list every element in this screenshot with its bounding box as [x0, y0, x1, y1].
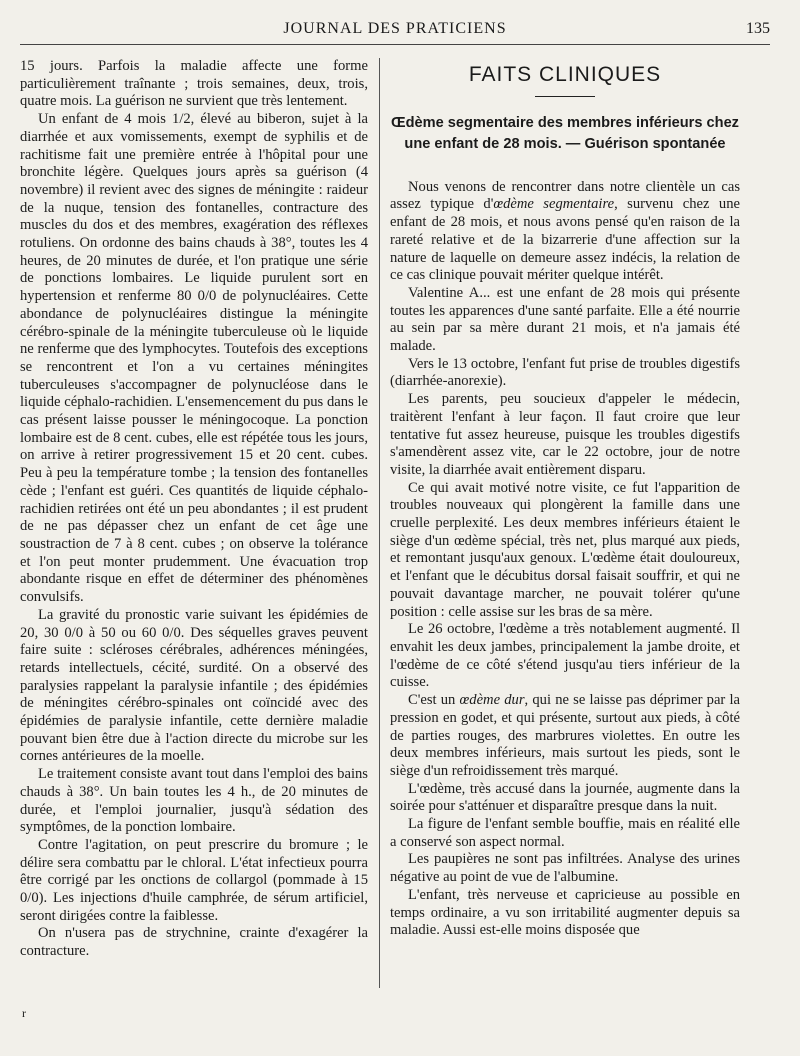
- paragraph: [390, 692, 740, 781]
- paragraph: Valentine A... est une enfant de 28 mois qui présente toutes les apparences d'une santé parfaite. Elle a été nourrie au sein par sa mère durant 21 mois, et n'a jamais été malade.: [390, 284, 740, 355]
- text-run: Nous venons de rencontrer dans notre clientèle un cas assez typique d': [390, 178, 740, 213]
- text-run: , survenu chez une enfant de 28 mois, et nous avons pensé qu'en raison de la rareté relative et de la bizarrerie d'une affection sur la nature de laquelle on demeure assez indécis, la relation de ce cas clinique pouvait mériter quelque intérêt.: [390, 196, 740, 284]
- paragraph: Contre l'agitation, on peut prescrire du bromure ; le délire sera combattu par le chloral. L'état infectieux pourra être corrigé par les onctions de collargol (pommade à 15 0/0). Les injections d'huile camphrée, de sérum artificiel, seront dirigées contre la faiblesse.: [20, 836, 368, 924]
- column-divider: [379, 58, 380, 988]
- paragraph: [390, 179, 740, 285]
- page-number: 135: [746, 20, 770, 37]
- paragraph: Vers le 13 octobre, l'enfant fut prise de troubles digestifs (diarrhée-anorexie).: [390, 355, 740, 390]
- italic-term: œdème segmentaire: [493, 196, 615, 213]
- paragraph: Les paupières ne sont pas infiltrées. Analyse des urines négative au point de vue de l'albumine.: [390, 851, 740, 886]
- text-run: , qui ne se laisse pas déprimer par la pression en godet, et qui présente, surtout aux pieds, à côté de parties rouges, des marbrures violettes. En outre les deux membres inférieurs, mais surtout les pieds, sont le siège d'un refroidissement très marqué.: [390, 692, 740, 779]
- paragraph: Un enfant de 4 mois 1/2, élevé au biberon, sujet à la diarrhée et aux vomissements, exempt de syphilis et de rachitisme fait une première entrée à l'hôpital pour une bronchite légère. Quelques jours après sa guérison (4 novembre) il revient avec des signes de méningite : raideur de la nuque, tension des fontanelles, contracture des muscles du dos et des membres, exagération des réflexes rotuliens. On ordonne des bains chauds à 38°, toutes les 4 heures, de 20 minutes de durée, et l'on pratique une série de ponctions lombaires. Le liquide purulent sort en hypertension et renferme 80 0/0 de polynucléaires. Cette abondance de polynucléaires distingue la méningite cérébro-spinale de la méningite tuberculeuse où le liquide ne renferme que des lymphocytes. Toutefois des exceptions se rencontrent et l'on a vu certaines méningites tuberculeuses s'accompagner de polynucléose dans le liquide céphalo-rachidien. L'ensemencement du pus dans le cas présent laisse pousser le méningocoque. La ponction lombaire est de 8 cent. cubes, elle est répétée tous les jours, on arrive à retirer progressivement 15 et 20 cent. cubes. Peu à peu la température tombe ; la tension des fontanelles cède ; l'enfant est guéri. Ces quantités de liquide céphalo-rachidien retirées ont été un peu abondantes ; il est prudent de ne pas dépasser chez un enfant de cet âge une soustraction de 7 à 8 cent. cubes ; on observe la tolérance et l'on peut monter prudemment. Une évacuation trop abondante risque en effet de déterminer des phénomènes convulsifs.: [20, 111, 368, 606]
- paragraph: Les parents, peu soucieux d'appeler le médecin, traitèrent l'enfant à leur façon. Il faut croire que leur tentative fut assez heureuse, puisque les troubles digestifs s'amendèrent assez vite, car le 22 octobre, jour de notre visite, la diarrhée avait entièrement disparu.: [390, 391, 740, 478]
- footer-mark: r: [22, 1006, 26, 1020]
- paragraph: L'enfant, très nerveuse et capricieuse au possible en temps ordinaire, a vu son irritabilité augmenter depuis sa maladie. Aussi est-elle moins disposée que: [390, 886, 740, 939]
- section-rule: [535, 96, 595, 97]
- paragraph: On n'usera pas de strychnine, crainte d'exagérer la contracture.: [20, 925, 368, 960]
- article-title: Œdème segmentaire des membres inférieurs chez une enfant de 28 mois. — Guérison spontanée: [391, 114, 739, 152]
- section-title: FAITS CLINIQUES: [468, 63, 662, 86]
- paragraph: Le traitement consiste avant tout dans l'emploi des bains chauds à 38°. Un bain toutes les 4 h., de 20 minutes de durée, et l'emploi journalier, jusqu'à sédation des symptômes, de la ponction lombaire.: [20, 766, 368, 836]
- right-column: [390, 58, 740, 940]
- paragraph: La gravité du pronostic varie suivant les épidémies de 20, 30 0/0 à 50 ou 60 0/0. Des séquelles graves peuvent faire suite : scléroses cérébrales, adhérences méningées, retards intellectuels, cécité, surdité. On a observé des paralysies rappelant la paralysie infantile ; des épidémies de méningites cérébro-spinales ont coïncidé avec des épidémies de paralysie infantile, cette dernière maladie pouvant bien être due à l'action directe du microbe sur les cornes antérieures de la moelle.: [20, 606, 368, 765]
- left-column: [20, 58, 368, 961]
- paragraph: Le 26 octobre, l'œdème a très notablement augmenté. Il envahit les deux jambes, principalement la jambe droite, et l'œdème de ce côté s'étend jusqu'au tiers inférieur de la cuisse.: [390, 621, 740, 691]
- header-rule: [20, 44, 770, 45]
- text-run: C'est un: [408, 692, 460, 709]
- paragraph: L'œdème, très accusé dans la journée, augmente dans la soirée pour s'atténuer et disparaître presque dans la nuit.: [390, 780, 740, 815]
- italic-term: œdème dur: [459, 692, 525, 709]
- paragraph: La figure de l'enfant semble bouffie, mais en réalité elle a conservé son aspect normal.: [390, 816, 740, 850]
- paragraph: 15 jours. Parfois la maladie affecte une forme particulièrement traînante ; trois semaines, deux, trois, quatre mois. La guérison ne survient que très lentement.: [20, 58, 368, 110]
- paragraph: Ce qui avait motivé notre visite, ce fut l'apparition de troubles nouveaux qui plongèrent la famille dans une cruelle perplexité. Les deux membres inférieurs étaient le siège d'un œdème spécial, très net, plus marqué aux pieds, et remontant jusqu'aux genoux. L'œdème était douloureux, et l'enfant que le décubitus dorsal faisait souffrir, et qui ne pouvait davantage marcher, ne pouvait tolérer qu'une position : celle assise sur les bras de sa mère.: [390, 479, 740, 620]
- journal-title: JOURNAL DES PRATICIENS: [283, 20, 507, 37]
- page-header: [20, 18, 770, 42]
